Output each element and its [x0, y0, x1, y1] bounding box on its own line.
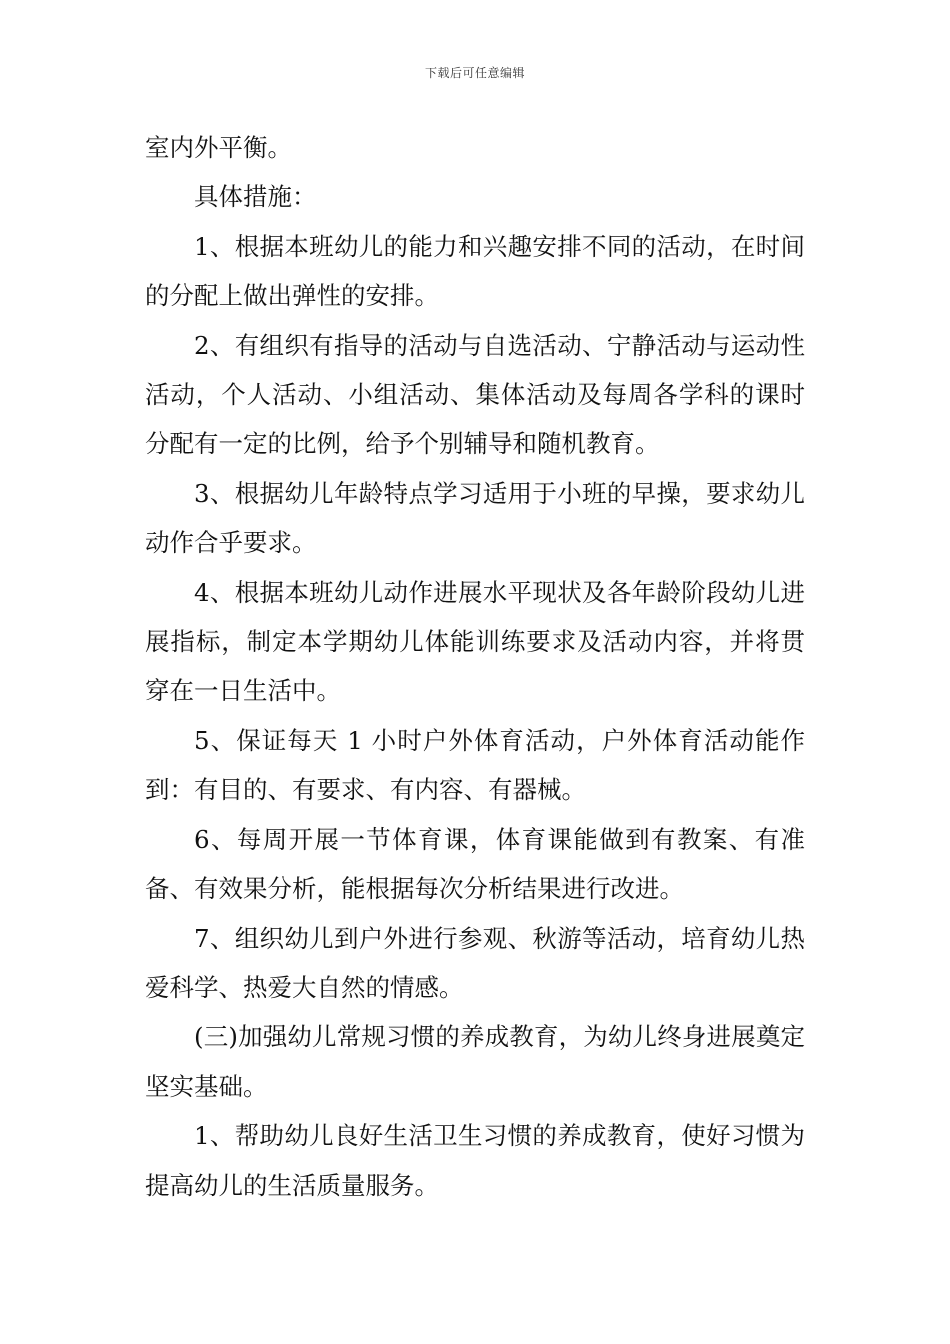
paragraph-item: 5、保证每天 1 小时户外体育活动，户外体育活动能作到：有目的、有要求、有内容、有器械。: [145, 725, 805, 805]
paragraph-heading-measures: 具体措施：: [194, 182, 317, 212]
paragraph-item: 4、根据本班幼儿动作进展水平现状及各年龄阶段幼儿进展指标，制定本学期幼儿体能训练要求及活动内容，并将贯穿在一日生活中。: [145, 577, 805, 706]
document-body: [145, 123, 805, 1210]
page-header: 下载后可任意编辑: [424, 66, 525, 80]
paragraph-item: 1、根据本班幼儿的能力和兴趣安排不同的活动，在时间的分配上做出弹性的安排。: [145, 231, 805, 311]
paragraph: 室内外平衡。: [145, 133, 292, 162]
paragraph-item: 2、有组织有指导的活动与自选活动、宁静活动与运动性活动，个人活动、小组活动、集体活动及每周各学科的课时分配有一定的比例，给予个别辅导和随机教育。: [145, 330, 805, 459]
paragraph-item: 1、帮助幼儿良好生活卫生习惯的养成教育，使好习惯为提高幼儿的生活质量服务。: [145, 1121, 805, 1200]
paragraph-item: 6、每周开展一节体育课，体育课能做到有教案、有准备、有效果分析，能根据每次分析结果进行改进。: [145, 824, 805, 904]
section-heading: (三)加强幼儿常规习惯的养成教育，为幼儿终身进展奠定坚实基础。: [145, 1022, 805, 1101]
paragraph-item: 7、组织幼儿到户外进行参观、秋游等活动，培育幼儿热爱科学、热爱大自然的情感。: [145, 923, 805, 1002]
paragraph-item: 3、根据幼儿年龄特点学习适用于小班的早操，要求幼儿动作合乎要求。: [145, 478, 805, 558]
